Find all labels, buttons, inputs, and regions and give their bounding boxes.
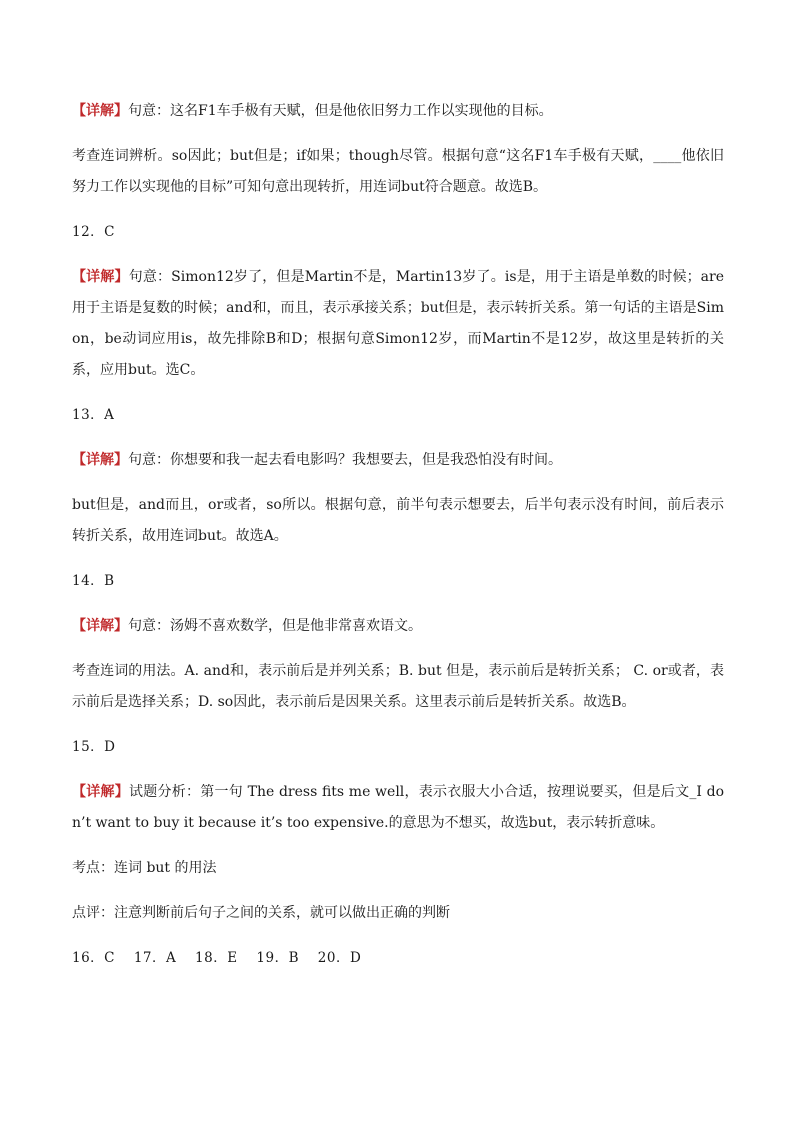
answer-16: 16．C: [72, 950, 116, 966]
q15-comment: 点评：注意判断前后句子之间的关系，就可以做出正确的判断: [72, 905, 450, 921]
q14-answer: 14．B: [72, 573, 115, 589]
detail-tag: 【详解】: [72, 452, 128, 468]
q15-answer: 15．D: [72, 739, 116, 755]
q13-detail-text: 句意：你想要和我一起去看电影吗？我想要去，但是我恐怕没有时间。: [128, 452, 562, 468]
q11-detail: [72, 96, 724, 127]
q14-analysis: 考查连词的用法。A. and和，表示前后是并列关系；B. but 但是，表示前后是转折关系； C. or或者，表示前后是选择关系；D. so因此，表示前后是因果关系。这里表示前后是转折关系。故选B。: [72, 663, 724, 710]
detail-tag: 【详解】: [72, 784, 129, 800]
document-page: [72, 96, 724, 988]
q11-analysis: 考查连词辨析。so因此；but但是；if如果；though尽管。根据句意“这名F1车手极有天赋，____他依旧努力工作以实现他的目标”可知句意出现转折，用连词but符合题意。故选B。: [72, 148, 724, 195]
q13-analysis: but但是，and而且，or或者，so所以。根据句意，前半句表示想要去，后半句表示没有时间，前后表示转折关系，故用连词but。故选A。: [72, 497, 724, 544]
answer-17: 17．A: [133, 950, 177, 966]
q12-answer: 12．C: [72, 224, 116, 240]
answer-18: 18．E: [195, 950, 238, 966]
detail-tag: 【详解】: [72, 103, 128, 119]
detail-tag: 【详解】: [72, 269, 129, 285]
answers-16-20: [72, 943, 724, 974]
q15-detail: [72, 777, 724, 839]
answer-20: 20．D: [317, 950, 362, 966]
q14-detail-text: 句意：汤姆不喜欢数学，但是他非常喜欢语文。: [128, 618, 422, 634]
q11-detail-text: 句意：这名F1车手极有天赋，但是他依旧努力工作以实现他的目标。: [128, 103, 553, 119]
answer-19: 19．B: [256, 950, 299, 966]
q13-answer: 13．A: [72, 407, 115, 423]
q14-detail: [72, 611, 724, 642]
q12-detail-text: 句意：Simon12岁了，但是Martin不是，Martin13岁了。is是，用于主语是单数的时候；are用于主语是复数的时候；and和，而且，表示承接关系；but但是，表示转折关系。第一句话的主语是Simon，be动词应用is，故先排除B和D；根据句意Simon12岁，而Martin不是12岁，故这里是转折的关系，应用but。选C。: [72, 269, 724, 378]
q12-detail: [72, 262, 724, 386]
q15-detail-text: 试题分析：第一句 The dress fits me well，表示衣服大小合适，按理说要买，但是后文_I don’t want to buy it because it’s too expensive.的意思为不想买，故选but，表示转折意味。: [72, 784, 724, 831]
q15-point: 考点：连词 but 的用法: [72, 860, 217, 876]
detail-tag: 【详解】: [72, 618, 128, 634]
q13-detail: [72, 445, 724, 476]
